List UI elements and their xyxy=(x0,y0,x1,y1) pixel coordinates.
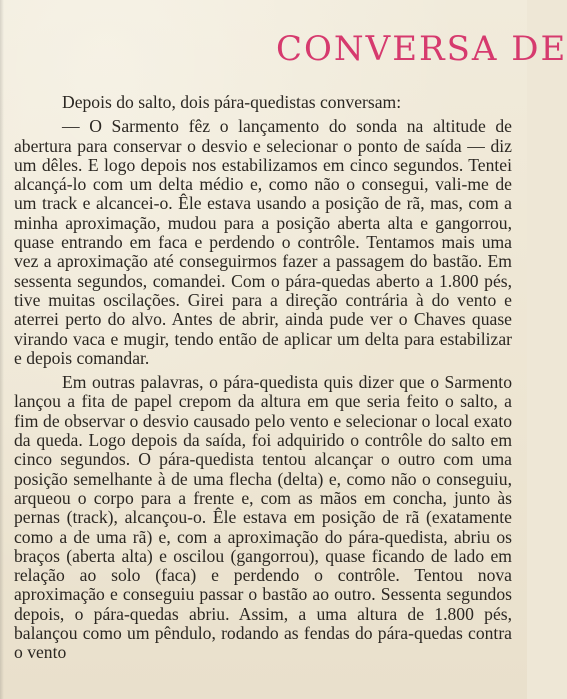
intro-paragraph: Depois do salto, dois pára-quedistas conversam: xyxy=(62,92,402,112)
article-title: CONVERSA DE xyxy=(276,29,567,69)
explanation-paragraph: Em outras palavras, o pára-quedista quis dizer que o Sarmento lançou a fita de papel crepom da altura em que seria feito o salto, a fim de observar o desvio causado pelo vento e selecionar o local exato da queda. Logo depois da saída, foi adquirido o contrôle do salto em cinco segundos. O pára-quedista tentou alcançar o outro com uma posição semelhante à de uma flecha (delta) e, como não o conseguiu, arqueou o corpo para a frente e, com as mãos em concha, junto às pernas (track), alcançou-o. Êle estava em posição de rã (exatamente como a de uma rã) e, com a aproximação do pára-quedista, abriu os braços (aberta alta) e oscilou (gangorrou), quase ficando de lado em relação ao solo (faca) e perdendo o contrôle. Tentou nova aproximação e conseguiu passar o bastão ao outro. Sessenta segundos depois, o pára-quedas abriu. Assim, a uma altura de 1.800 pés, balançou como um pêndulo, rodando as fendas do pára-quedas contra o vento xyxy=(14,372,512,663)
page-gutter-shadow xyxy=(0,0,4,699)
article-body xyxy=(14,93,512,663)
dialogue-paragraph: — O Sarmento fêz o lançamento do sonda na altitude de abertura para conservar o desvio e selecionar o ponto de saída — diz um dêles. E logo depois nos estabilizamos em cinco segundos. Tentei alcançá-lo com um delta médio e, como não o consegui, vali-me de um track e alcancei-o. Êle estava usando a posição de rã, mas, com a minha aproximação, mudou para a posição aberta alta e gangorrou, quase entrando em faca e perdendo o contrôle. Tentamos mais uma vez a aproximação até conseguirmos fazer a passagem do bastão. Em sessenta segundos, comandei. Com o pára-quedas aberto a 1.800 pés, tive muitas oscilações. Girei para a direção contrária à do vento e aterrei perto do alvo. Antes de abrir, ainda pude ver o Chaves quase virando vaca e mugir, tendo então de aplicar um delta para estabilizar e depois comandar. xyxy=(14,116,512,368)
